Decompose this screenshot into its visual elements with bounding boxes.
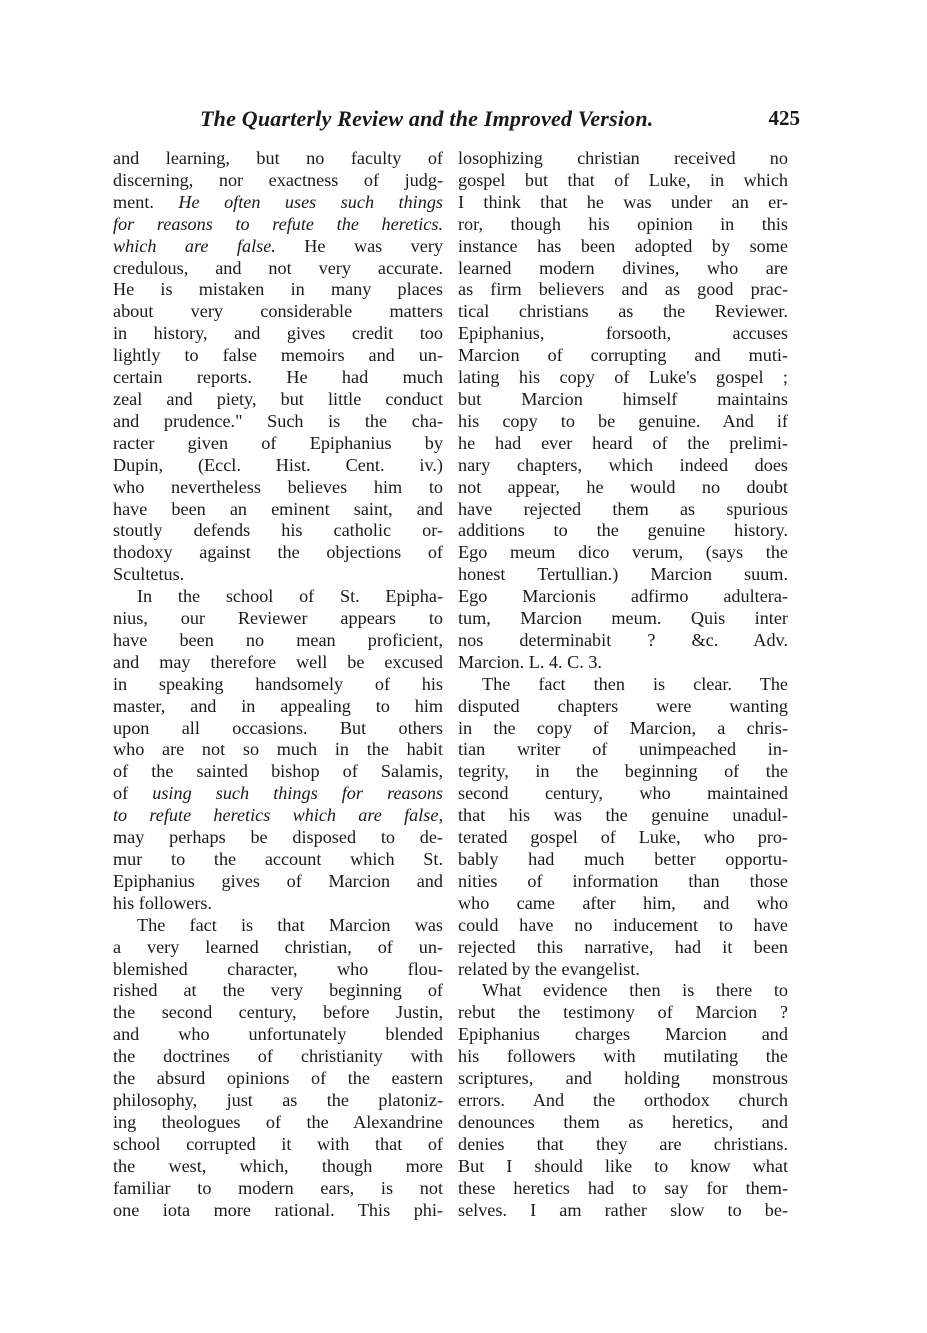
text-line: [458, 236, 788, 258]
text-line: [113, 849, 443, 871]
text-line: [458, 323, 788, 345]
text-line: [113, 718, 443, 740]
text-segment: denies that they are christians.: [458, 1133, 788, 1154]
text-segment: He was very: [275, 235, 443, 256]
text-line: [458, 827, 788, 849]
text-segment: discerning, nor exactness of judg-: [113, 169, 443, 190]
text-segment: related by the evangelist.: [458, 958, 640, 979]
text-segment: disputed chapters were wanting: [458, 695, 788, 716]
text-segment: errors. And the orthodox church: [458, 1089, 788, 1110]
text-segment: ment.: [113, 191, 179, 212]
text-line: [458, 148, 788, 170]
text-line: [458, 652, 788, 674]
text-segment: master, and in appealing to him: [113, 695, 443, 716]
text-segment: and who unfortunately blended: [113, 1024, 443, 1045]
text-line: [458, 959, 788, 981]
italic-text: He often uses such things: [178, 191, 443, 212]
text-line: [113, 236, 443, 258]
text-line: [458, 718, 788, 740]
text-line: [458, 192, 788, 214]
text-line: [458, 564, 788, 586]
text-line: [113, 192, 443, 214]
text-segment: a very learned christian, of un-: [113, 936, 443, 957]
text-line: [113, 1112, 443, 1134]
text-segment: Scultetus.: [113, 564, 185, 585]
text-line: [458, 433, 788, 455]
text-line: [113, 148, 443, 170]
text-line: [113, 564, 443, 586]
text-line: [113, 1200, 443, 1222]
text-segment: his followers.: [113, 892, 213, 913]
text-segment: the second century, before Justin,: [113, 1002, 443, 1023]
text-line: [458, 258, 788, 280]
text-segment: but Marcion himself maintains: [458, 388, 788, 409]
text-segment: mur to the account which St.: [113, 849, 443, 869]
text-line: [458, 1200, 788, 1222]
text-segment: learned modern divines, who are: [458, 257, 788, 278]
text-segment: thodoxy against the objections of: [113, 542, 443, 563]
text-segment: his followers with mutilating the: [458, 1046, 788, 1067]
text-segment: denounces them as heretics, and: [458, 1111, 788, 1132]
text-segment: He is mistaken in many places: [113, 279, 443, 300]
text-segment: racter given of Epiphanius by: [113, 432, 443, 453]
text-line: [458, 893, 788, 915]
text-line: [458, 1024, 788, 1046]
text-segment: upon all occasions. But others: [113, 717, 443, 738]
text-segment: tegrity, in the beginning of the: [458, 761, 788, 782]
text-line: [113, 1046, 443, 1068]
text-segment: have been no mean proficient,: [113, 629, 443, 650]
text-segment: In the school of St. Epipha-: [137, 586, 443, 607]
text-line: [458, 761, 788, 783]
text-line: [113, 279, 443, 301]
text-line: [113, 301, 443, 323]
text-segment: scriptures, and holding monstrous: [458, 1068, 788, 1089]
text-segment: who are not so much in the habit: [113, 739, 443, 760]
text-segment: could have no inducement to have: [458, 914, 788, 935]
text-line: [458, 1178, 788, 1200]
italic-text: using such things for reasons: [152, 783, 443, 804]
text-segment: nary chapters, which indeed does: [458, 454, 788, 475]
running-title: The Quarterly Review and the Improved Version.: [200, 106, 654, 131]
text-segment: Ego Marcionis adfirmo adultera-: [458, 586, 788, 607]
text-segment: The fact is that Marcion was: [137, 914, 443, 935]
text-line: [458, 1134, 788, 1156]
text-line: [113, 1068, 443, 1090]
text-segment: the west, which, though more: [113, 1155, 443, 1176]
text-line: [458, 696, 788, 718]
text-line: [458, 170, 788, 192]
text-segment: ing theologues of the Alexandrine: [113, 1111, 443, 1132]
text-segment: not appear, he would no doubt: [458, 476, 788, 497]
italic-text: which are false.: [113, 235, 276, 256]
text-line: [113, 783, 443, 805]
text-line: [113, 674, 443, 696]
text-segment: nos determinabit ? &c. Adv.: [458, 629, 788, 650]
text-line: [113, 871, 443, 893]
text-line: [458, 674, 788, 696]
text-segment: nius, our Reviewer appears to: [113, 608, 443, 629]
text-segment: rejected this narrative, had it been: [458, 936, 788, 957]
text-segment: Dupin, (Eccl. Hist. Cent. iv.): [113, 454, 443, 475]
text-line: [113, 1178, 443, 1200]
text-segment: Ego meum dico verum, (says the: [458, 542, 788, 563]
text-line: [458, 1002, 788, 1024]
text-segment: these heretics had to say for them-: [458, 1177, 788, 1198]
text-segment: losophizing christian received no: [458, 148, 788, 168]
text-segment: nities of information than those: [458, 870, 788, 891]
text-line: [458, 1090, 788, 1112]
text-line: [113, 389, 443, 411]
text-line: [458, 411, 788, 433]
text-line: [113, 1156, 443, 1178]
text-segment: lightly to false memoirs and un-: [113, 345, 443, 366]
text-segment: Marcion of corrupting and muti-: [458, 345, 788, 366]
text-segment: Marcion. L. 4. C. 3.: [458, 651, 602, 672]
text-segment: tian writer of unimpeached in-: [458, 739, 788, 760]
text-segment: may perhaps be disposed to de-: [113, 827, 443, 848]
text-line: [113, 1024, 443, 1046]
text-segment: who nevertheless believes him to: [113, 476, 443, 497]
text-segment: What evidence then is there to: [482, 980, 788, 1001]
right-column: [458, 148, 788, 1221]
text-line: [458, 1068, 788, 1090]
text-line: [113, 915, 443, 937]
text-segment: stoutly defends his catholic or-: [113, 520, 443, 541]
text-line: [113, 1090, 443, 1112]
text-line: [113, 980, 443, 1002]
text-line: [113, 345, 443, 367]
text-line: [113, 455, 443, 477]
text-line: [458, 345, 788, 367]
text-segment: certain reports. He had much: [113, 367, 443, 388]
text-segment: terated gospel of Luke, who pro-: [458, 827, 788, 848]
text-segment: additions to the genuine history.: [458, 520, 788, 541]
text-line: [113, 1002, 443, 1024]
text-segment: blemished character, who flou-: [113, 958, 443, 979]
text-line: [113, 937, 443, 959]
text-segment: honest Tertullian.) Marcion suum.: [458, 564, 788, 585]
text-segment: instance has been adopted by some: [458, 235, 788, 256]
text-segment: the doctrines of christianity with: [113, 1046, 443, 1067]
text-segment: familiar to modern ears, is not: [113, 1177, 443, 1198]
text-segment: have rejected them as spurious: [458, 498, 788, 519]
text-line: [458, 520, 788, 542]
text-segment: tum, Marcion meum. Quis inter: [458, 608, 788, 629]
text-line: [458, 367, 788, 389]
text-segment: his copy to be genuine. And if: [458, 410, 788, 431]
text-segment: lating his copy of Luke's gospel ;: [458, 367, 788, 388]
text-segment: he had ever heard of the prelimi-: [458, 432, 788, 453]
text-line: [113, 893, 443, 915]
text-line: [458, 499, 788, 521]
text-segment: one iota more rational. This phi-: [113, 1199, 443, 1220]
text-segment: But I should like to know what: [458, 1155, 788, 1176]
text-line: [458, 455, 788, 477]
text-segment: Epiphanius gives of Marcion and: [113, 870, 443, 891]
text-line: [113, 608, 443, 630]
text-segment: who came after him, and who: [458, 892, 788, 913]
text-segment: tical christians as the Reviewer.: [458, 301, 788, 322]
text-segment: second century, who maintained: [458, 783, 788, 804]
text-line: [458, 542, 788, 564]
text-segment: of: [113, 783, 153, 804]
text-segment: in the copy of Marcion, a chris-: [458, 717, 788, 738]
text-line: [458, 630, 788, 652]
text-line: [113, 323, 443, 345]
text-line: [458, 915, 788, 937]
text-line: [458, 301, 788, 323]
text-segment: about very considerable matters: [113, 301, 443, 322]
text-line: [113, 1134, 443, 1156]
text-line: [458, 608, 788, 630]
text-line: [113, 696, 443, 718]
text-line: [458, 389, 788, 411]
text-segment: rished at the very beginning of: [113, 980, 443, 1001]
text-segment: Epiphanius charges Marcion and: [458, 1024, 788, 1045]
page-number: 425: [768, 106, 800, 130]
italic-text: to refute heretics which are false,: [113, 805, 443, 826]
text-line: [113, 739, 443, 761]
text-segment: bably had much better opportu-: [458, 849, 788, 869]
text-segment: have been an eminent saint, and: [113, 498, 443, 519]
text-line: [458, 849, 788, 871]
text-line: [113, 542, 443, 564]
text-line: [113, 499, 443, 521]
text-line: [458, 1112, 788, 1134]
text-segment: The fact then is clear. The: [482, 673, 788, 694]
text-segment: of the sainted bishop of Salamis,: [113, 761, 443, 782]
text-segment: selves. I am rather slow to be-: [458, 1199, 788, 1220]
text-segment: in speaking handsomely of his: [113, 673, 443, 694]
text-line: [113, 433, 443, 455]
text-segment: that his was the genuine unadul-: [458, 805, 788, 826]
text-segment: and learning, but no faculty of: [113, 148, 443, 168]
text-segment: rebut the testimony of Marcion ?: [458, 1002, 788, 1023]
text-line: [458, 586, 788, 608]
text-line: [113, 367, 443, 389]
text-segment: credulous, and not very accurate.: [113, 257, 443, 278]
text-line: [458, 1046, 788, 1068]
text-line: [113, 170, 443, 192]
text-line: [458, 805, 788, 827]
text-segment: zeal and piety, but little conduct: [113, 388, 443, 409]
text-line: [113, 761, 443, 783]
text-segment: in history, and gives credit too: [113, 323, 443, 344]
text-line: [113, 214, 443, 236]
text-segment: as firm believers and as good prac-: [458, 279, 788, 300]
text-segment: and prudence." Such is the cha-: [113, 410, 443, 431]
text-line: [458, 214, 788, 236]
text-segment: ror, though his opinion in this: [458, 213, 788, 234]
text-segment: school corrupted it with that of: [113, 1133, 443, 1154]
text-line: [113, 630, 443, 652]
text-line: [113, 411, 443, 433]
italic-text: for reasons to refute the heretics.: [113, 213, 443, 234]
text-segment: Epiphanius, forsooth, accuses: [458, 323, 788, 344]
text-line: [113, 477, 443, 499]
text-segment: the absurd opinions of the eastern: [113, 1068, 443, 1089]
text-line: [458, 783, 788, 805]
text-line: [458, 279, 788, 301]
text-segment: I think that he was under an er-: [458, 191, 788, 212]
page-header: [110, 106, 800, 140]
text-line: [113, 827, 443, 849]
text-line: [113, 520, 443, 542]
text-segment: and may therefore well be excused: [113, 651, 443, 672]
text-line: [458, 871, 788, 893]
text-line: [113, 805, 443, 827]
left-column: [113, 148, 443, 1221]
text-segment: philosophy, just as the platoniz-: [113, 1089, 443, 1110]
text-line: [458, 980, 788, 1002]
text-line: [458, 477, 788, 499]
text-segment: gospel but that of Luke, in which: [458, 169, 788, 190]
text-line: [458, 739, 788, 761]
text-line: [113, 258, 443, 280]
text-line: [113, 586, 443, 608]
text-line: [458, 1156, 788, 1178]
text-line: [458, 937, 788, 959]
text-line: [113, 652, 443, 674]
text-line: [113, 959, 443, 981]
